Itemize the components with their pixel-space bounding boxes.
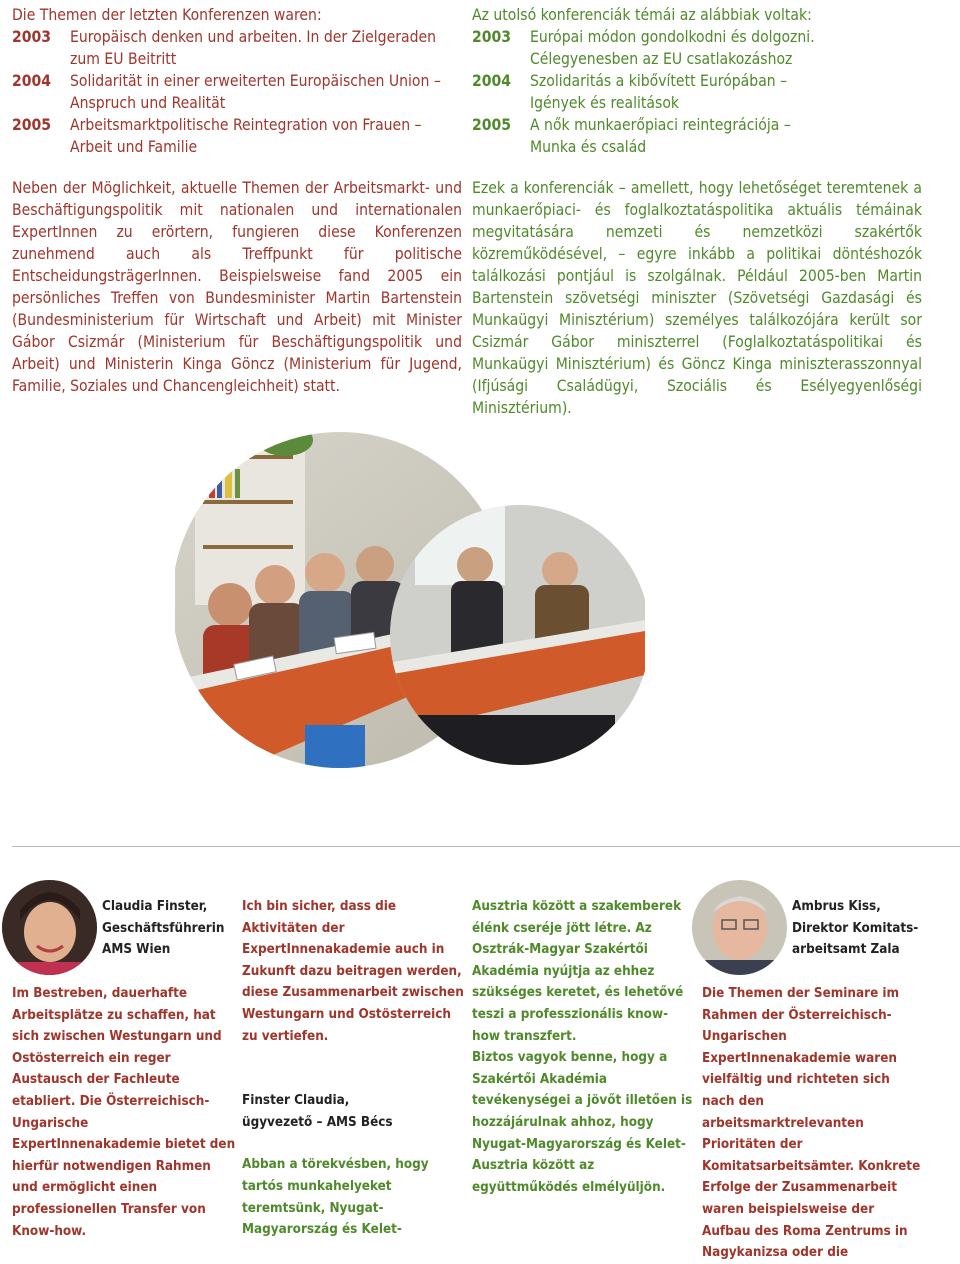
year: 2005 <box>472 116 512 134</box>
name-line: AMS Wien <box>102 942 171 958</box>
hu-topic-2003 <box>472 26 952 70</box>
name-line: Claudia Finster, <box>102 899 208 914</box>
name-line: Finster Claudia, <box>242 1093 350 1109</box>
finster-hu-name <box>242 1090 464 1133</box>
ambrus-kiss-name <box>792 896 918 961</box>
quote-text: Biztos vagyok benne, hogy a Szakértői Akadémia tevékenységei a jövőt illetően is hozzájárulnak ahhoz, hogy Nyugat-Magyarország és Kelet-Ausztria között az együttműködés elmélyüljön. <box>472 1050 693 1195</box>
name-line: Ambrus Kiss, <box>792 899 881 914</box>
topic-line: Munka és család <box>530 138 647 156</box>
de-topic-2005 <box>12 114 467 158</box>
ambrus-kiss-portrait <box>692 880 787 975</box>
name-line: Geschäftsführerin <box>102 920 225 936</box>
year: 2004 <box>12 72 52 90</box>
topic-line: Szolidaritás a kibővített Európában – <box>530 72 788 90</box>
de-topics-heading: Die Themen der letzten Konferenzen waren: <box>12 6 322 24</box>
portrait-illustration <box>692 880 787 975</box>
finster-hu-quote: Abban a törekvésben, hogy tartós munkahelyeket teremtsünk, Nyugat-Magyarország és Kelet- <box>242 1157 429 1238</box>
year: 2003 <box>472 28 512 46</box>
quote-text: Ausztria között a szakemberek élénk cseréje jött létre. Az Osztrák-Magyar Szakértői Akadémia nyújtja az ehhez szükséges keretet, és lehetővé teszi a professzionális know-how transzfert. <box>472 899 684 1044</box>
year: 2003 <box>12 28 52 46</box>
hu-topic-2005 <box>472 114 952 158</box>
topic-line: Igények és realitások <box>530 94 680 112</box>
name-line: Direktor Komitats- <box>792 920 919 936</box>
hu-topics <box>472 4 952 158</box>
topic-line: Európai módon gondolkodni és dolgozni. <box>530 28 815 46</box>
de-topic-2004 <box>12 70 467 114</box>
claudia-finster-portrait <box>2 880 97 975</box>
portrait-illustration <box>2 880 97 975</box>
de-topic-2003 <box>12 26 467 70</box>
section-divider <box>12 846 960 847</box>
conference-photo-illustration <box>175 425 645 780</box>
name-line: ügyvezető – AMS Bécs <box>242 1114 393 1130</box>
hu-body-paragraph: Ezek a konferenciák – amellett, hogy lehetőséget teremtenek a munkaerőpiaci- és foglalkoztatáspolitika aktuális témáinak megvitatására nemzeti és nemzetközi szakértők közreműködésével, – egyre inkább a politikai döntéshozók találkozási pontjául is szolgálnak. Például 2005-ben Martin Bartenstein szövetségi miniszter (Szövetségi Gazdasági és Munkaügyi Minisztérium) személyes találkozójára került sor Csizmár Gábor miniszterrel (Foglalkoztatáspolitikai és Munkaügyi Minisztérium) és Göncz Kinga miniszterasszonnyal (Ifjúsági Családügyi, Szociális és Esélyegyenlőségi Minisztérium). <box>472 179 922 417</box>
hu-topics-heading: Az utolsó konferenciák témái az alábbiak voltak: <box>472 6 812 24</box>
kiss-de-quote: Die Themen der Seminare im Rahmen der Österreichisch-Ungarischen ExpertInnenakademie waren vielfältig und richteten sich nach den arbeitsmarktrelevanten Prioritäten der Komitatsarbeitsämter. Konkrete Erfolge der Zusammenarbeit waren beispielsweise der Aufbau des Roma Zentrums in Nagykanizsa oder die <box>702 986 921 1261</box>
finster-de-quote: Im Bestreben, dauerhafte Arbeitsplätze zu schaffen, hat sich zwischen Westungarn und Ostösterreich ein reger Austausch der Fachleute etabliert. Die Österreichisch-Ungarische ExpertInnenakademie bietet den hierfür notwendigen Rahmen und ermöglicht einen professionellen Transfer von Know-how. <box>12 986 236 1239</box>
hu-topic-2004 <box>472 70 952 114</box>
topic-line: Célegyenesben az EU csatlakozáshoz <box>530 50 793 68</box>
finster-de-quote-cont <box>242 896 464 1241</box>
de-body-paragraph: Neben der Möglichkeit, aktuelle Themen der Arbeitsmarkt- und Beschäftigungspolitik mit nationalen und internationalen ExpertInnen zu erörtern, fungieren diese Konferenzen zunehmend auch als Treffpunkt für politische EntscheidungsträgerInnen. Beispielsweise fand 2005 ein persönliches Treffen von Bundesminister Martin Bartenstein (Bundesministerium für Wirtschaft und Arbeit) mit Minister Gábor Csizmár (Ministerium für Beschäftigungspolitik und Arbeit) und Ministerin Kinga Göncz (Ministerium für Jugend, Familie, Soziales und Chancengleichheit) statt. <box>12 179 462 395</box>
year: 2004 <box>472 72 512 90</box>
topic-line: Europäisch denken und arbeiten. In der Zielgeraden <box>70 28 437 46</box>
topic-line: A nők munkaerőpiaci reintegrációja – <box>530 116 791 134</box>
claudia-finster-name <box>102 896 224 961</box>
topic-line: Arbeitsmarktpolitische Reintegration von Frauen – <box>70 116 422 134</box>
kiss-hu-quote <box>472 896 694 1198</box>
topic-line: zum EU Beitritt <box>70 50 177 68</box>
topic-line: Arbeit und Familie <box>70 138 198 156</box>
name-line: arbeitsamt Zala <box>792 942 900 958</box>
quote-text: Ich bin sicher, dass die Aktivitäten der ExpertInnenakademie auch in Zukunft dazu beitragen werden, diese Zusammenarbeit zwischen Westungarn und Ostösterreich zu vertiefen. <box>242 899 464 1044</box>
topic-line: Anspruch und Realität <box>70 94 226 112</box>
de-topics <box>12 4 467 158</box>
year: 2005 <box>12 116 52 134</box>
topic-line: Solidarität in einer erweiterten Europäischen Union – <box>70 72 441 90</box>
conference-photo <box>175 425 645 780</box>
